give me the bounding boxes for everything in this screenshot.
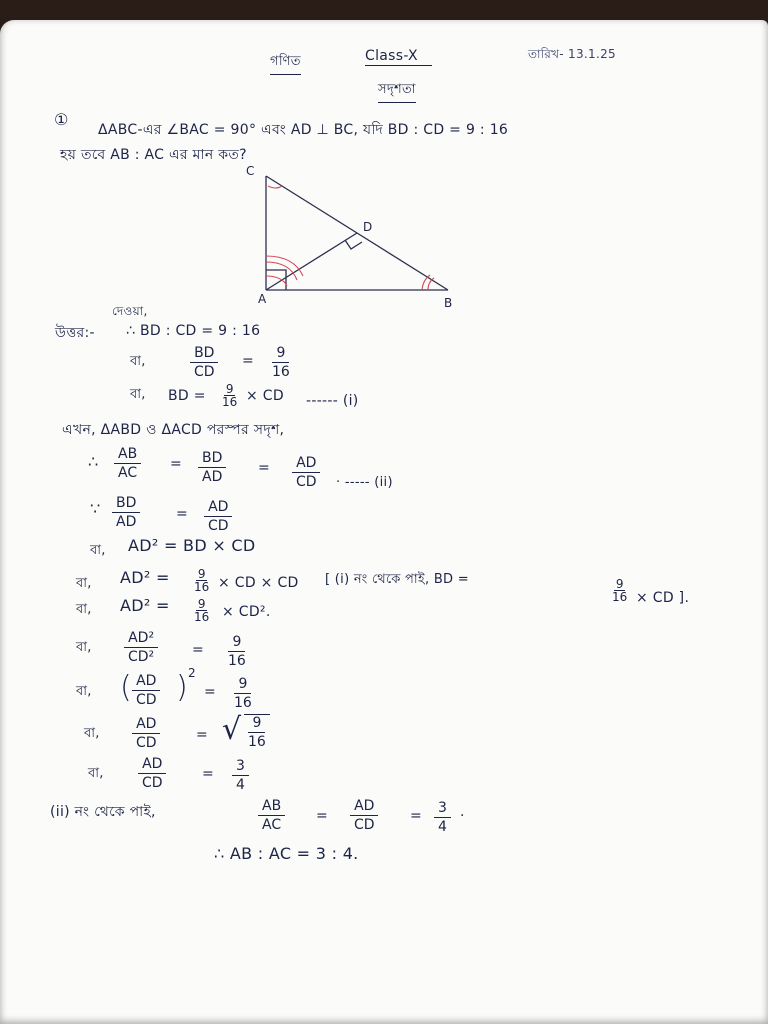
step-8-note-num: 9 (615, 577, 624, 591)
step-2-lhs-num: BD (190, 345, 218, 363)
step-14-f1-den: AC (262, 817, 282, 833)
step-8-prefix: বা, (76, 576, 92, 591)
angle-arc-a1 (266, 262, 297, 280)
step-5-fraction-1 (114, 446, 141, 481)
step-10-rhs-fraction (224, 634, 250, 669)
date-label: তারিখ- 13.1.25 (528, 47, 616, 61)
step-8-note-end: × CD ]. (636, 590, 690, 606)
step-13-eq: = (202, 766, 215, 782)
step-7-text: AD² = BD × CD (128, 536, 256, 555)
step-14-f1-num: AB (258, 798, 285, 816)
step-11-rhs-num: 9 (234, 676, 251, 694)
step-13-rhs-num: 3 (232, 758, 249, 776)
step-8-fraction (192, 568, 211, 593)
vertex-label-a: A (258, 292, 267, 306)
step-12-prefix: বা, (84, 726, 100, 741)
step-8-note-den: 16 (612, 590, 628, 604)
solution-label: উত্তর:- (55, 325, 95, 341)
step-5-eq-1: = (170, 456, 183, 472)
step-11-rhs-den: 16 (234, 695, 252, 711)
step-6-f2-den: CD (208, 518, 229, 534)
step-9-fraction (192, 598, 211, 623)
step-10-prefix: বা, (76, 640, 92, 655)
step-8-frac-num: 9 (197, 567, 206, 581)
question-line-1: ΔABC-এর ∠BAC = 90° এবং AD ⊥ BC, যদি BD : CD = 9 : 16 (98, 122, 509, 138)
final-answer: ∴ AB : AC = 3 : 4. (214, 844, 359, 863)
step-12-lhs-fraction (132, 716, 161, 751)
step-5-tag: · ----- (ii) (336, 475, 393, 490)
step-13-rhs-fraction (232, 758, 249, 793)
step-14-eq-2: = (410, 808, 423, 824)
step-4: এখন, ΔABD ও ΔACD পরস্পর সদৃশ, (62, 422, 285, 438)
step-8-rhs: × CD × CD (218, 575, 299, 591)
step-14-f2-den: CD (354, 817, 375, 833)
step-2-rhs-den: 16 (272, 364, 290, 380)
vertex-label-c: C (246, 164, 255, 178)
step-12-lhs-den: CD (136, 735, 157, 751)
step-6-eq: = (176, 506, 189, 522)
given-word: দেওয়া, (112, 304, 148, 318)
step-7-prefix: বা, (90, 543, 106, 558)
right-angle-mark-d (345, 240, 362, 249)
step-9-rhs: × CD². (222, 604, 271, 620)
step-8-lhs: AD² = (120, 568, 170, 587)
step-14-eq-1: = (316, 808, 329, 824)
step-11-open-paren: ( (120, 670, 133, 705)
step-3-fraction (220, 383, 239, 408)
chapter-heading: সদৃশতা (378, 80, 416, 103)
step-3-lhs: BD = (168, 388, 206, 404)
step-12-rhs-fraction (244, 714, 270, 750)
step-12-rhs-num: 9 (248, 715, 265, 733)
subject-heading: গণিত (270, 52, 301, 75)
step-5-eq-2: = (258, 460, 271, 476)
step-9-prefix: বা, (76, 602, 92, 617)
step-5-fraction-2 (198, 450, 226, 485)
step-9-frac-den: 16 (194, 610, 210, 624)
step-13-lhs-num: AD (138, 756, 166, 774)
step-11-eq: = (204, 684, 217, 700)
step-3-rhs: × CD (246, 388, 284, 404)
step-10-rhs-num: 9 (228, 634, 245, 652)
step-14-f3-num: 3 (434, 800, 451, 818)
step-12-eq: = (196, 727, 209, 743)
step-11-lhs-den: CD (136, 692, 157, 708)
angle-arc-a3 (266, 276, 287, 286)
step-9-lhs: AD² = (120, 596, 170, 615)
step-11-lhs-num: AD (132, 673, 160, 691)
step-10-rhs-den: 16 (228, 653, 246, 669)
step-5-f2-den: AD (202, 469, 223, 485)
step-2-lhs-den: CD (194, 364, 215, 380)
question-number: ① (54, 110, 69, 129)
step-14-f2-num: AD (350, 798, 378, 816)
step-3-frac-den: 16 (222, 395, 238, 409)
step-11-close-paren: ) (176, 670, 189, 705)
step-13-prefix: বা, (88, 766, 104, 781)
step-6-fraction-2 (204, 499, 233, 534)
step-8-note: [ (i) নং থেকে পাই, BD = (325, 572, 469, 587)
step-5-f3-den: CD (296, 474, 317, 490)
step-14-fraction-3 (434, 800, 451, 835)
step-5-prefix: ∴ (88, 452, 99, 471)
step-10-eq: = (192, 642, 205, 658)
step-14-f3-den: 4 (438, 819, 447, 835)
step-3-tag: ------ (i) (306, 393, 359, 409)
step-14-fraction-2 (350, 798, 379, 833)
step-14-prefix: (ii) নং থেকে পাই, (50, 804, 156, 820)
step-12-sqrt-sign: √ (222, 712, 242, 747)
step-6-f1-num: BD (112, 495, 140, 513)
class-heading: Class-X (365, 48, 432, 66)
step-14-fraction-1 (258, 798, 285, 833)
step-3-frac-num: 9 (225, 382, 234, 396)
step-11-prefix: বা, (76, 684, 92, 699)
step-2-equals: = (242, 353, 255, 369)
step-10-lhs-num: AD² (124, 630, 158, 648)
step-14-dot: · (460, 808, 465, 824)
step-13-lhs-den: CD (142, 775, 163, 791)
step-9-frac-num: 9 (197, 597, 206, 611)
step-12-rhs-den: 16 (248, 734, 266, 750)
step-12-lhs-num: AD (132, 716, 160, 734)
step-5-f1-num: AB (114, 446, 141, 464)
step-3-prefix: বা, (130, 387, 146, 402)
step-6-f1-den: AD (116, 514, 137, 530)
step-11-lhs-fraction (132, 673, 161, 708)
angle-arc-c (268, 186, 282, 188)
step-2-prefix: বা, (130, 354, 146, 369)
step-8-note-fraction (610, 578, 629, 603)
step-6-prefix: ∵ (90, 499, 101, 518)
step-6-fraction-1 (112, 495, 140, 530)
step-10-lhs-den: CD² (128, 649, 155, 665)
step-5-fraction-3 (292, 455, 321, 490)
step-5-f1-den: AC (118, 465, 138, 481)
step-8-frac-den: 16 (194, 580, 210, 594)
step-2-rhs-num: 9 (272, 345, 289, 363)
step-5-f2-num: BD (198, 450, 226, 468)
vertex-label-d: D (363, 220, 373, 234)
step-10-lhs-fraction (124, 630, 158, 665)
step-11-rhs-fraction (230, 676, 256, 711)
step-13-rhs-den: 4 (236, 777, 245, 793)
vertex-label-b: B (444, 296, 453, 310)
step-2-rhs-fraction (268, 345, 294, 380)
altitude-ad (266, 233, 357, 290)
step-13-lhs-fraction (138, 756, 167, 791)
question-line-2: হয় তবে AB : AC এর মান কত? (60, 147, 247, 163)
step-11-exponent: 2 (188, 666, 196, 680)
step-1: ∴ BD : CD = 9 : 16 (126, 323, 261, 339)
step-2-lhs-fraction (190, 345, 219, 380)
step-6-f2-num: AD (204, 499, 232, 517)
step-5-f3-num: AD (292, 455, 320, 473)
